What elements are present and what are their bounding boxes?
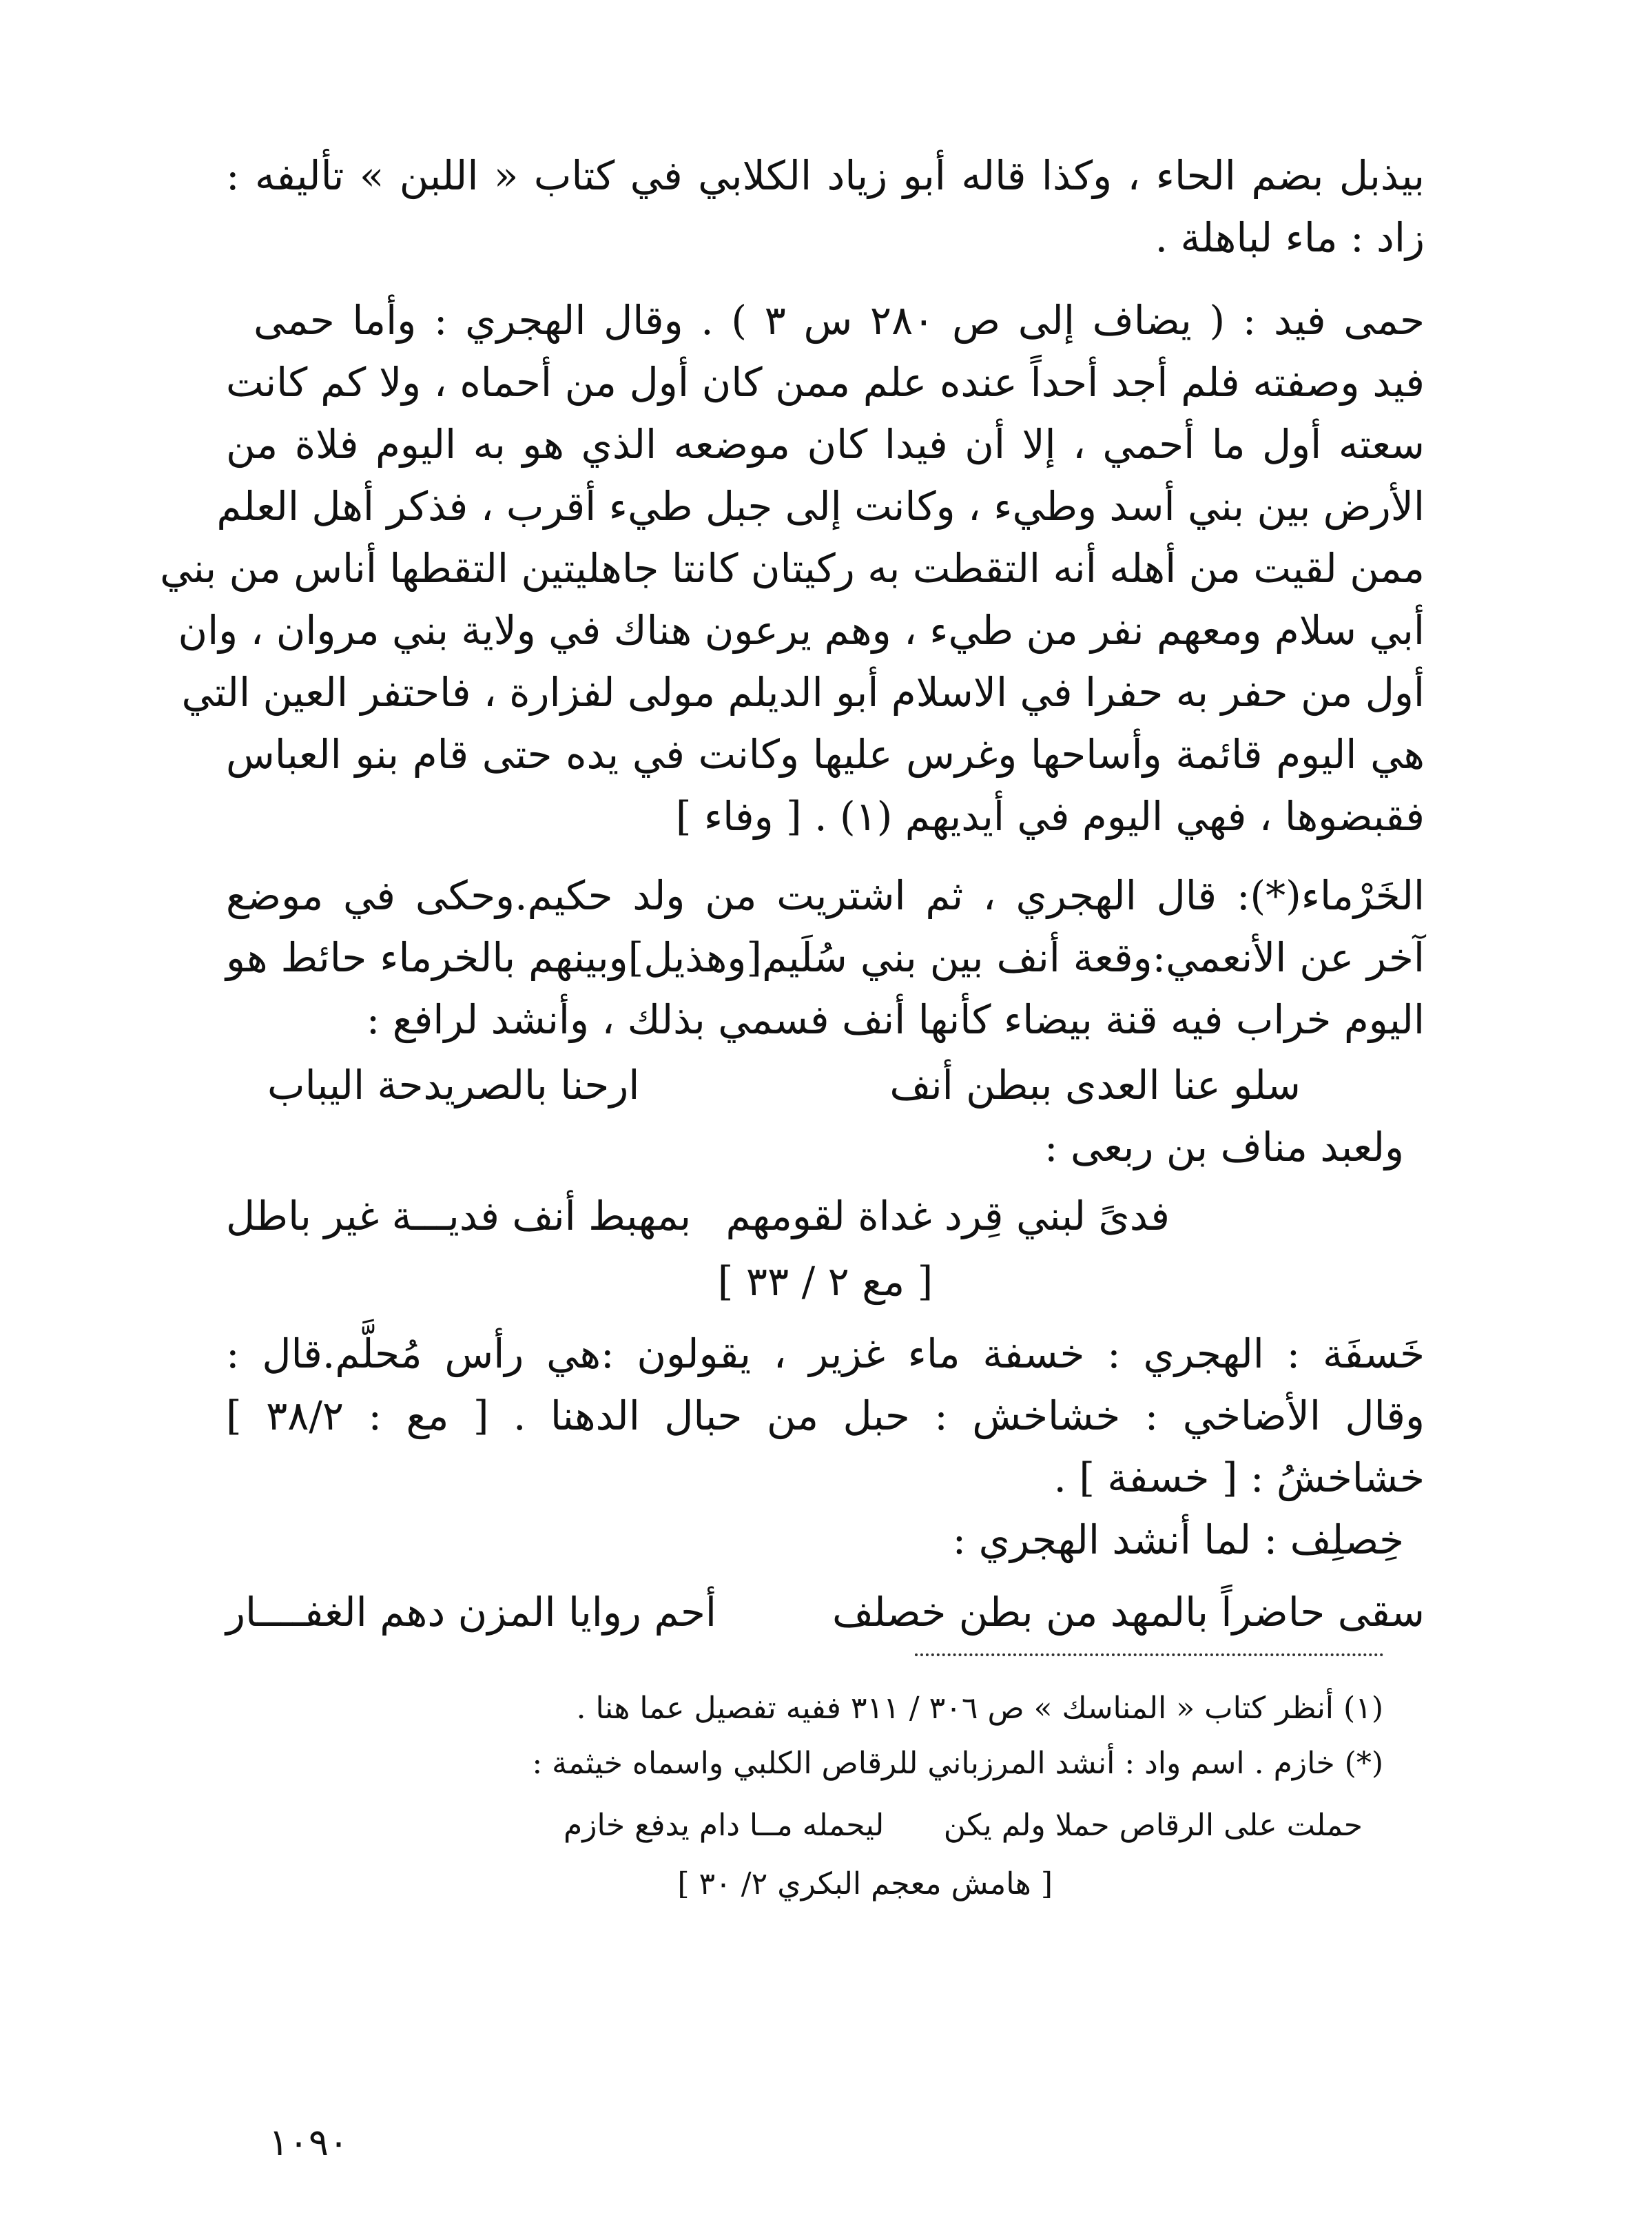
- body-line: زاد : ماء لباهلة .: [1155, 214, 1425, 261]
- poem-hemistich-first: سلو عنا العدى ببطن أنف: [889, 1062, 1301, 1108]
- body-line: فقبضوها ، فهي اليوم في أيديهم (١) . [ وفاء ]: [675, 793, 1425, 840]
- footnote-divider: [915, 1653, 1383, 1656]
- poem-hemistich-second: بمهبط أنف فديـــة غير باطل: [226, 1193, 692, 1239]
- poem-hemistich-second: ليحمله مــا دام يدفع خازم: [564, 1808, 885, 1843]
- page-number: ١٠٩٠: [269, 2121, 349, 2164]
- poem-hemistich-second: ارحنا بالصريدحة اليباب: [267, 1062, 640, 1108]
- body-line: الأرض بين بني أسد وطيء ، وكانت إلى جبل طيء أقرب ، فذكر أهل العلم: [216, 483, 1425, 530]
- footnote-poem: [550, 1802, 1363, 1850]
- poem-hemistich-first: سقى حاضراً بالمهد من بطن خصلف: [832, 1589, 1425, 1636]
- footnote: (١) أنظر كتاب « المناسك » ص ٣٠٦ / ٣١١ ففيه تفصيل عما هنا .: [576, 1691, 1383, 1726]
- poem-hemistich-second: أحم روايا المزن دهم الغفــــار: [226, 1589, 716, 1636]
- footnote: (*) خازم . اسم واد : أنشد المرزباني للرقاص الكلبي واسماه خيثمة :: [532, 1746, 1383, 1781]
- poem-intro: ولعبد مناف بن ربعى :: [1044, 1124, 1404, 1171]
- entry-line-hima-fayd: حمى فيد : ( يضاف إلى ص ٢٨٠ س ٣ ) . وقال الهجري : وأما حمى: [254, 297, 1425, 344]
- body-line: آخر عن الأنعمي:وقعة أنف بين بني سُلَيم[وهذيل]وبينهم بالخرماء حائط هو: [226, 934, 1425, 981]
- body-line: هي اليوم قائمة وأساحها وغرس عليها وكانت في يده حتى قام بنو العباس: [226, 731, 1425, 778]
- body-line: اليوم خراب فيه قنة بيضاء كأنها أنف فسمي بذلك ، وأنشد لرافع :: [366, 996, 1425, 1043]
- body-line: فيد وصفته فلم أجد أحداً عنده علم ممن كان أول من أحماه ، ولا كم كانت: [226, 359, 1425, 406]
- body-line: سعته أول ما أحمي ، إلا أن فيدا كان موضعه الذي هو به اليوم فلاة من: [226, 421, 1425, 468]
- poem-verse: [226, 1185, 1425, 1247]
- entry-line-khurma: الخَرْماء(*): قال الهجري ، ثم اشتريت من ولد حكيم.وحكى في موضع: [226, 872, 1425, 919]
- poem-verse: [226, 1054, 1425, 1116]
- body-line: أول من حفر به حفرا في الاسلام أبو الديلم مولى لفزارة ، فاحتفر العين التي: [181, 669, 1425, 716]
- entry-line-khashakhish: خشاخشُ : [ خسفة ] .: [1053, 1454, 1425, 1501]
- body-line: بيذبل بضم الحاء ، وكذا قاله أبو زياد الكلابي في كتاب « اللبن » تأليفه :: [226, 152, 1425, 199]
- body-line: ممن لقيت من أهله أنه التقطت به ركيتان كانتا جاهليتين التقطها أناس من بني: [160, 545, 1425, 592]
- reference-bracket: [ مع ٢ / ٣٣ ]: [717, 1258, 933, 1305]
- footnote-reference: [ هامش معجم البكري ٢/ ٣٠ ]: [677, 1866, 1053, 1901]
- poem-verse: [226, 1581, 1425, 1643]
- entry-line-khasfa: خَسفَة : الهجري : خسفة ماء غزير ، يقولون :هي رأس مُحلَّم.قال :: [226, 1330, 1425, 1377]
- entry-line-khislif: خِصلِف : لما أنشد الهجري :: [952, 1516, 1404, 1563]
- poem-hemistich-first: فدىً لبني قِرد غداة لقومهم: [725, 1193, 1170, 1239]
- body-line: وقال الأضاخي : خشاخش : حبل من حبال الدهنا . [ مع : ٣٨/٢ ]: [226, 1392, 1425, 1439]
- poem-hemistich-first: حملت على الرقاص حملا ولم يكن: [943, 1808, 1363, 1843]
- body-line: أبي سلام ومعهم نفر من طيء ، وهم يرعون هناك في ولاية بني مروان ، وان: [178, 607, 1425, 654]
